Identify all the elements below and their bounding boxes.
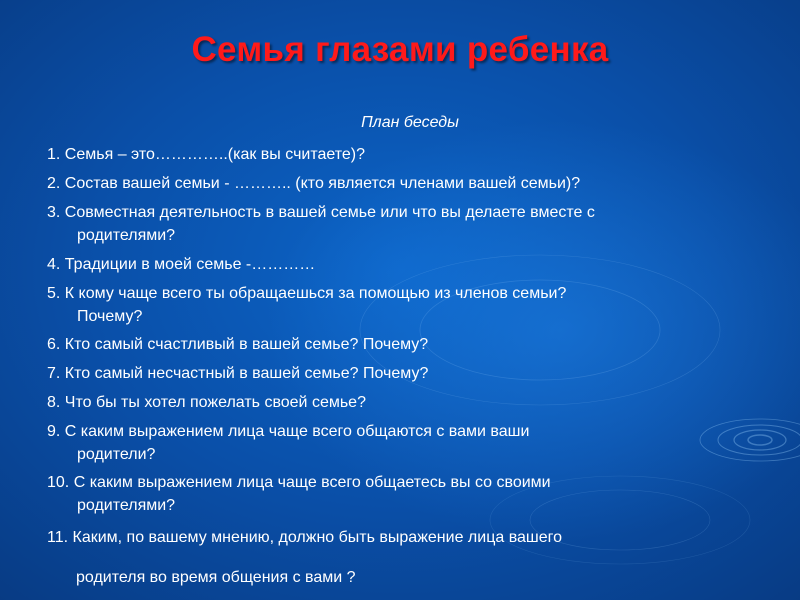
list-item-text: 8. Что бы ты хотел пожелать своей семье? — [47, 394, 366, 411]
list-item-text: 5. К кому чаще всего ты обращаешься за помощью из членов семьи? — [47, 285, 567, 302]
slide-subtitle: План беседы — [361, 114, 459, 131]
list-item — [47, 201, 747, 247]
list-item — [47, 420, 747, 466]
list-item — [76, 566, 776, 589]
list-item — [47, 526, 747, 549]
list-item — [47, 391, 747, 414]
list-item — [47, 333, 747, 356]
list-item-text-continued: родителями? — [77, 227, 176, 244]
slide-title: Семья глазами ребенка — [191, 30, 609, 69]
list-item — [47, 253, 747, 276]
list-item — [47, 282, 747, 328]
list-item-text-continued: Почему? — [77, 308, 143, 325]
list-item — [47, 143, 747, 166]
list-item-text: 2. Состав вашей семьи - ……….. (кто является членами вашей семьи)? — [47, 175, 581, 192]
list-item-text: 11. Каким, по вашему мнению, должно быть выражение лица вашего — [47, 529, 563, 546]
list-item — [47, 362, 747, 385]
list-item — [47, 471, 747, 517]
list-item-text: 3. Совместная деятельность в вашей семье или что вы делаете вместе с — [47, 204, 595, 221]
list-item-text: 9. С каким выражением лица чаще всего общаются с вами ваши — [47, 423, 530, 440]
list-item-text: 6. Кто самый счастливый в вашей семье? Почему? — [47, 336, 429, 353]
list-item-text: родителя во время общения с вами ? — [76, 569, 356, 586]
list-item-text-continued: родителями? — [77, 497, 176, 514]
list-item-text-continued: родители? — [77, 446, 156, 463]
list-item-text: 7. Кто самый несчастный в вашей семье? Почему? — [47, 365, 429, 382]
list-item-text: 10. С каким выражением лица чаще всего общаетесь вы со своими — [47, 474, 551, 491]
list-item-text: 1. Семья – это…………..(как вы считаете)? — [47, 146, 366, 163]
list-item — [47, 172, 747, 195]
list-item-text: 4. Традиции в моей семье -………… — [47, 256, 316, 273]
